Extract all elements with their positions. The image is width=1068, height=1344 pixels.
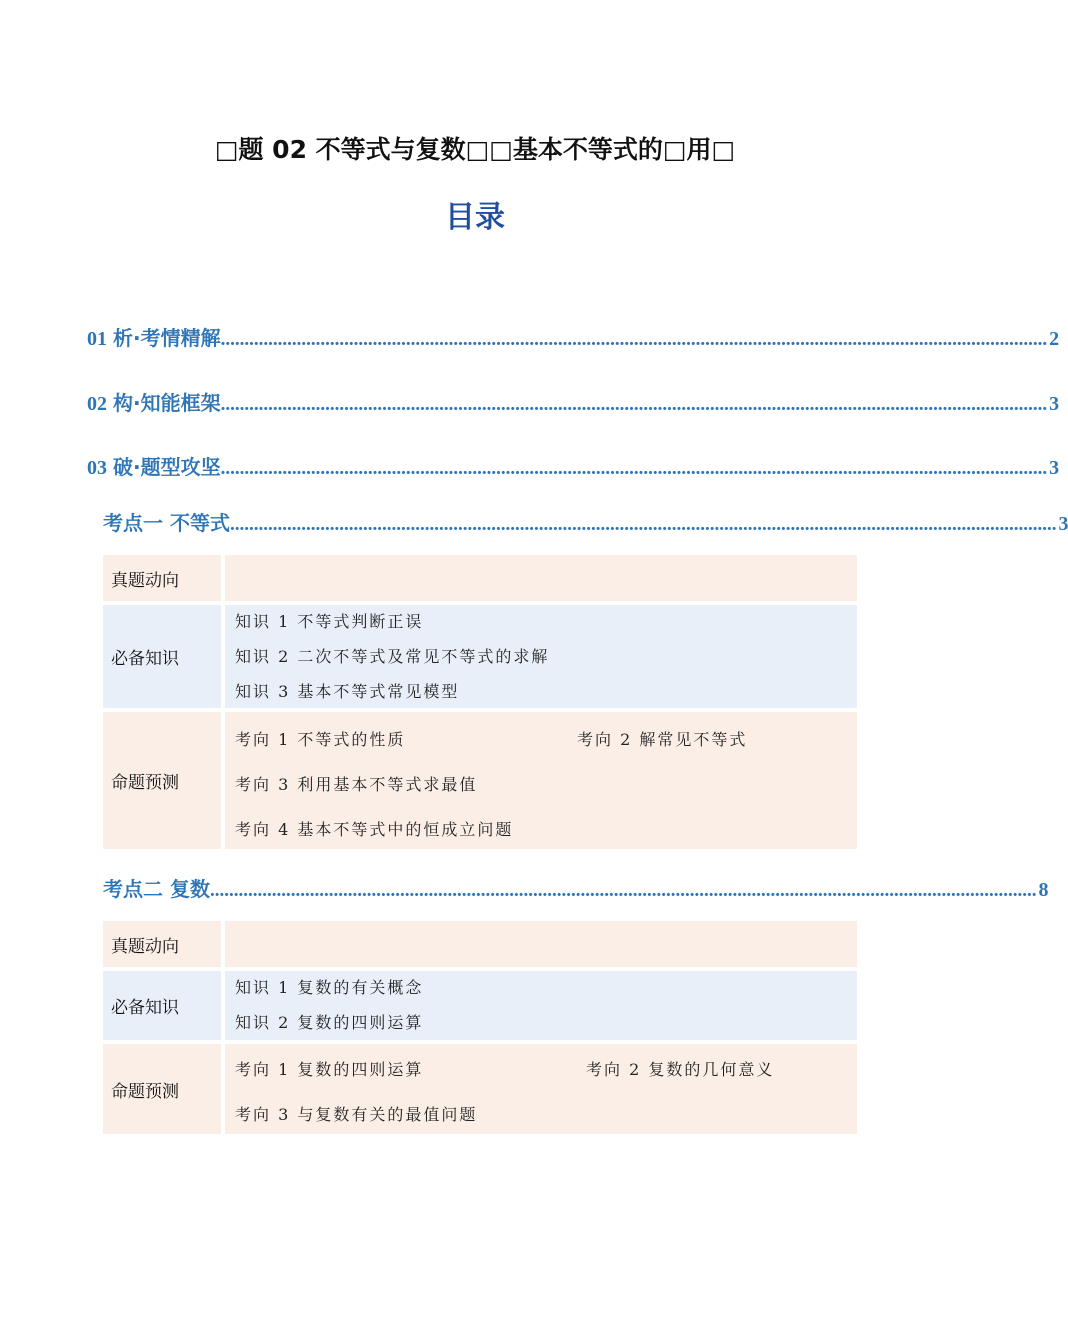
leader-dots: ..............................................................................................................................................................................: [220, 458, 1048, 479]
toc-page-number: 2: [1049, 328, 1060, 350]
toc-number: 01: [87, 328, 107, 350]
toc-subentry-inequality[interactable]: [103, 507, 1068, 536]
prediction-item[interactable]: 考向 2 解常见不等式: [577, 730, 748, 749]
table-row-real-exam: [103, 555, 857, 601]
prediction-item[interactable]: 考向 4 基本不等式中的恒成立问题: [235, 820, 514, 839]
table-row-real-exam: [103, 921, 857, 967]
knowledge-item[interactable]: 知识 1 不等式判断正误: [235, 612, 424, 631]
document-title: □题 02 不等式与复数□□基本不等式的□用□: [214, 135, 736, 164]
toc-label: 破·题型攻坚: [113, 455, 221, 479]
leader-dots: ..............................................................................................................................................................................: [229, 514, 1057, 535]
leader-dots: ..............................................................................................................................................................................: [220, 394, 1048, 415]
toc-page-number: 8: [1038, 879, 1049, 901]
prediction-item[interactable]: 考向 3 与复数有关的最值问题: [235, 1105, 478, 1124]
knowledge-item[interactable]: 知识 2 二次不等式及常见不等式的求解: [235, 647, 550, 666]
table-row-knowledge: [103, 605, 857, 708]
toc-page-number: 3: [1058, 513, 1068, 535]
toc-label: 考点二 复数: [103, 877, 210, 901]
row-content: [225, 1044, 857, 1134]
row-content: [225, 555, 857, 601]
knowledge-item[interactable]: 知识 1 复数的有关概念: [235, 978, 424, 997]
leader-dots: ..............................................................................................................................................................................: [220, 329, 1048, 350]
table-row-prediction: [103, 712, 857, 849]
prediction-item[interactable]: 考向 1 复数的四则运算: [235, 1060, 424, 1079]
row-label: 必备知识: [103, 971, 221, 1040]
toc-label: 构·知能框架: [113, 391, 221, 415]
row-content: [225, 605, 857, 708]
row-label: 命题预测: [103, 1044, 221, 1134]
prediction-item[interactable]: 考向 2 复数的几何意义: [586, 1060, 775, 1079]
leader-dots: ..............................................................................................................................................................................: [209, 880, 1037, 901]
toc-entry-02[interactable]: [87, 387, 1060, 416]
toc-entry-03[interactable]: [87, 451, 1060, 480]
row-content: [225, 971, 857, 1040]
prediction-item[interactable]: 考向 3 利用基本不等式求最值: [235, 775, 478, 794]
row-content: [225, 712, 857, 849]
table-row-knowledge: [103, 971, 857, 1040]
toc-page-number: 3: [1049, 457, 1060, 479]
toc-number: 02: [87, 393, 107, 415]
toc-heading: 目录: [445, 200, 505, 235]
toc-entry-01[interactable]: [87, 322, 1060, 351]
toc-label: 考点一 不等式: [103, 511, 230, 535]
row-label: 命题预测: [103, 712, 221, 849]
row-label: 真题动向: [103, 555, 221, 601]
row-content: [225, 921, 857, 967]
knowledge-item[interactable]: 知识 2 复数的四则运算: [235, 1013, 424, 1032]
prediction-item[interactable]: 考向 1 不等式的性质: [235, 730, 406, 749]
row-label: 必备知识: [103, 605, 221, 708]
toc-subentry-complex[interactable]: [103, 873, 1049, 902]
toc-number: 03: [87, 457, 107, 479]
toc-label: 析·考情精解: [113, 326, 221, 350]
knowledge-item[interactable]: 知识 3 基本不等式常见模型: [235, 682, 460, 701]
table-row-prediction: [103, 1044, 857, 1134]
toc-page-number: 3: [1049, 393, 1060, 415]
row-label: 真题动向: [103, 921, 221, 967]
